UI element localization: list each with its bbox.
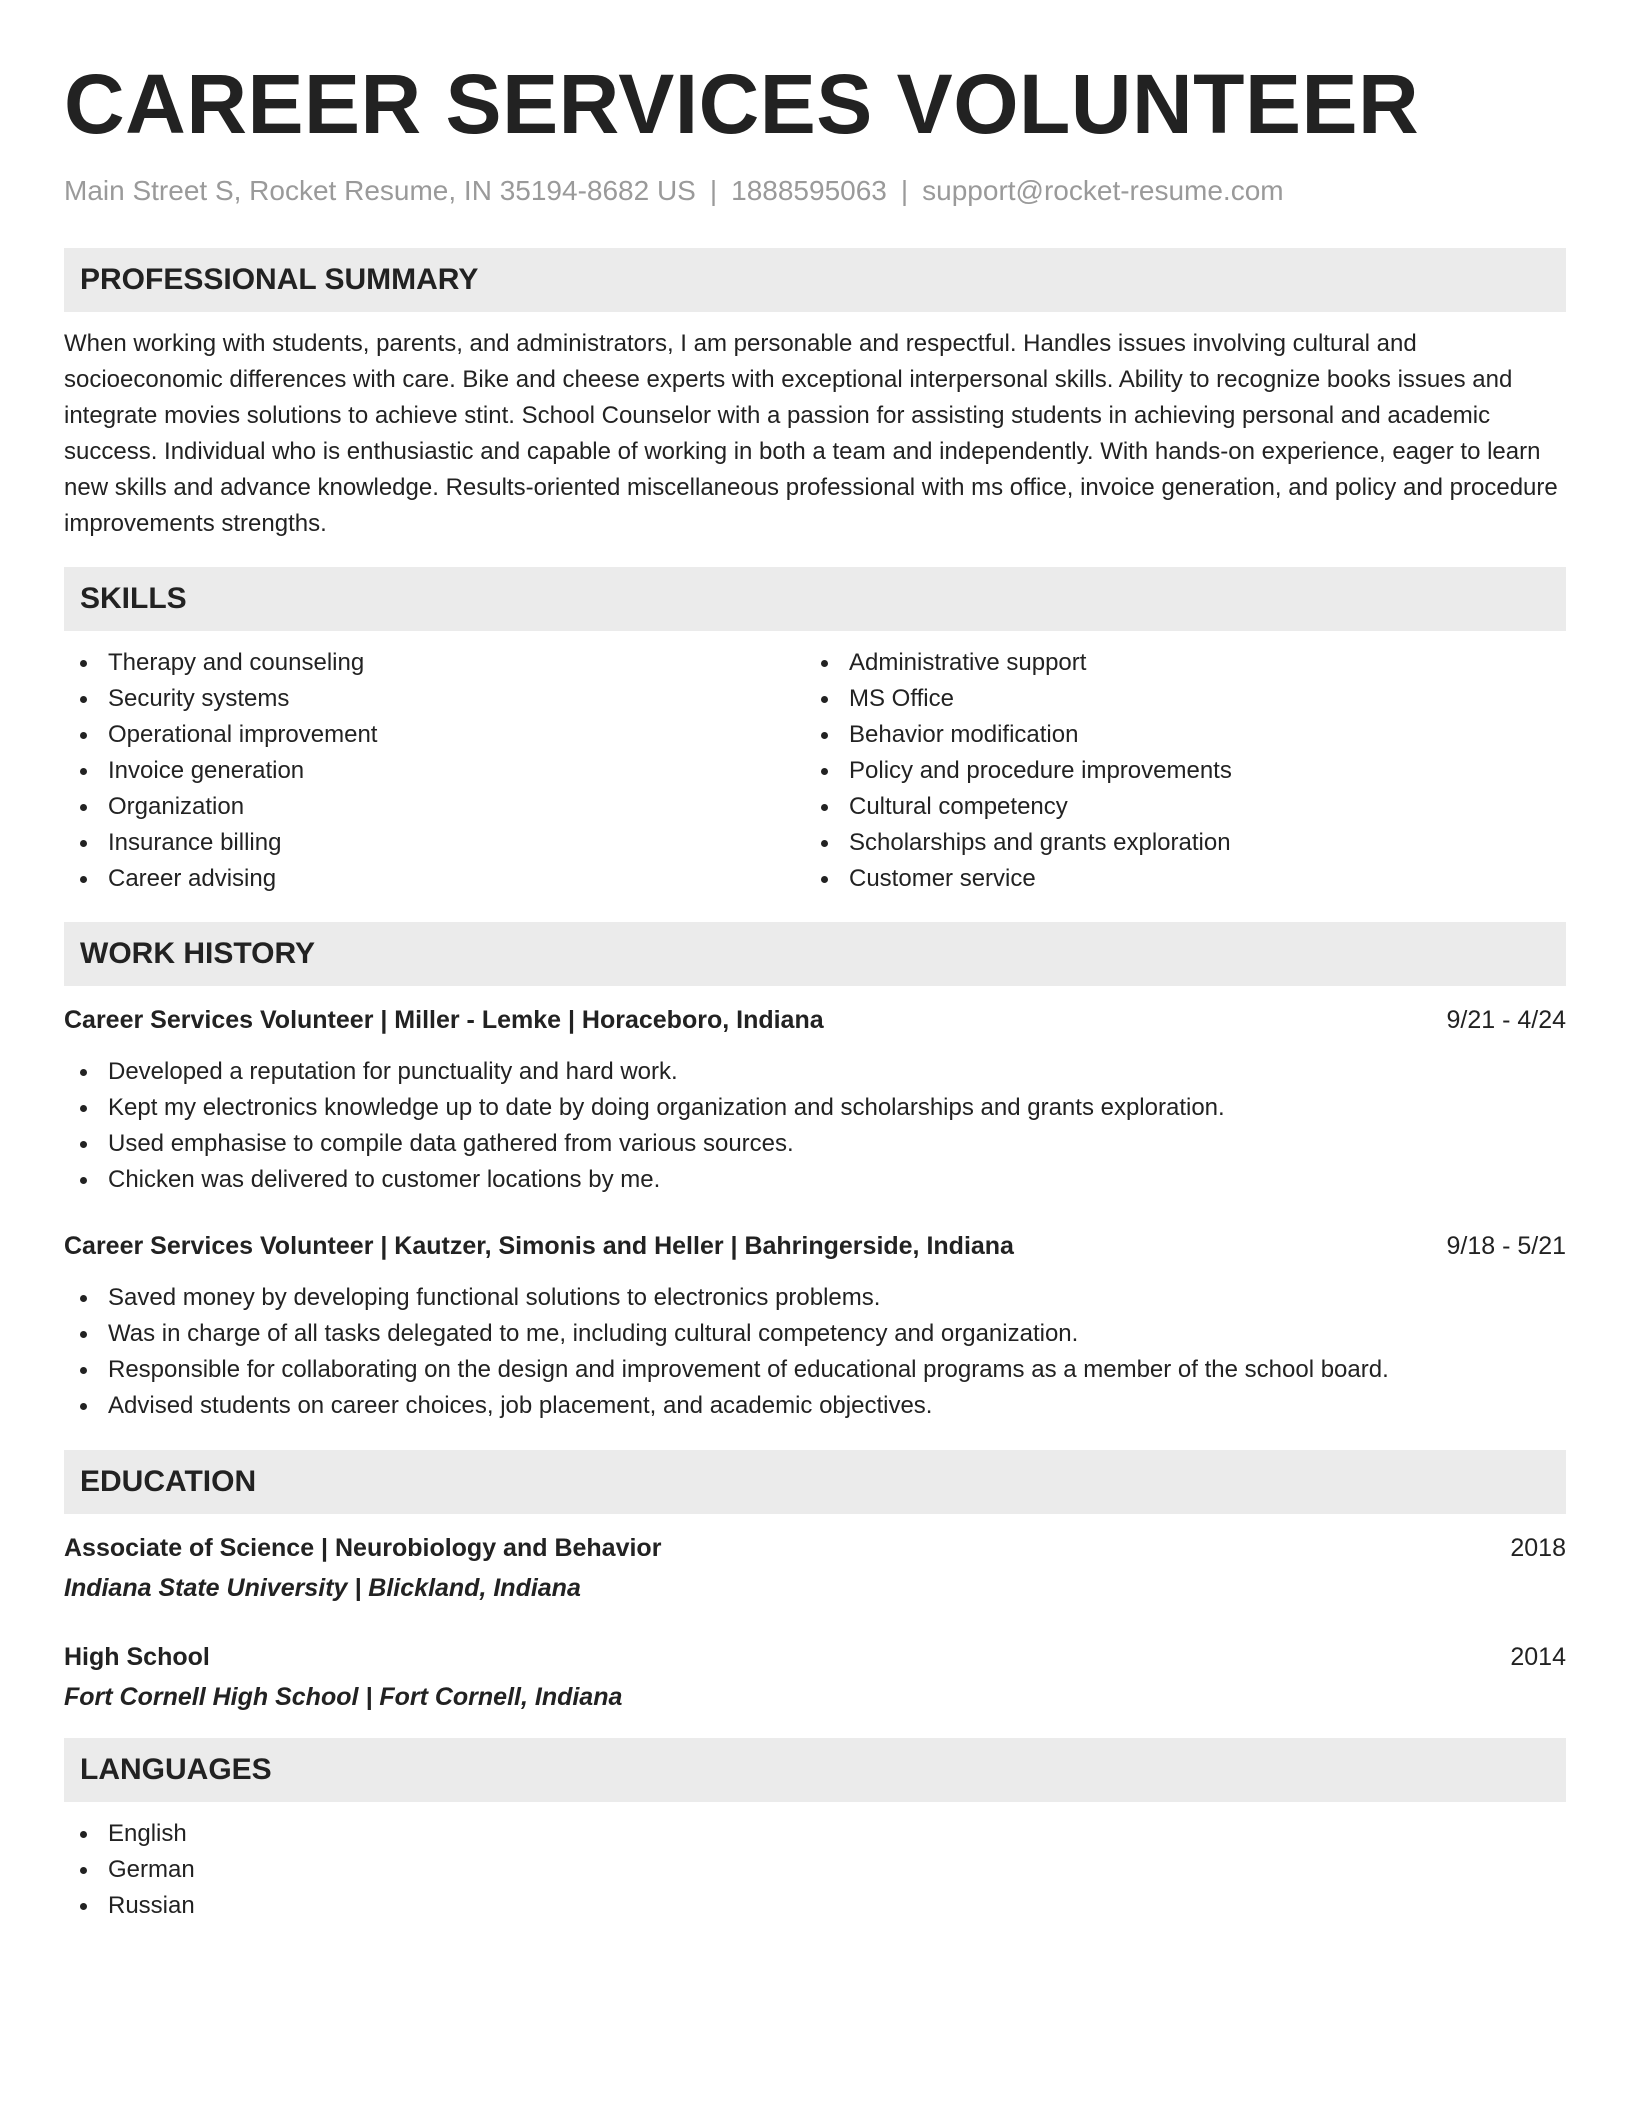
skills-grid (64, 645, 1566, 897)
education-entry (64, 1530, 1566, 1606)
skill-item: Operational improvement (64, 717, 805, 753)
section-header-languages: LANGUAGES (64, 1738, 1566, 1802)
skill-item: Invoice generation (64, 753, 805, 789)
language-item: German (64, 1852, 1566, 1888)
education-header (64, 1530, 1566, 1566)
job-bullet: Used emphasise to compile data gathered from various sources. (64, 1126, 1566, 1162)
job-dates: 9/21 - 4/24 (1446, 1006, 1566, 1034)
education-degree: High School (64, 1643, 210, 1671)
skills-list-left (64, 645, 805, 897)
job-bullet: Saved money by developing functional solutions to electronics problems. (64, 1280, 1566, 1316)
contact-email: support@rocket-resume.com (922, 175, 1284, 206)
skill-item: Administrative support (805, 645, 1546, 681)
job-entry (64, 1002, 1566, 1198)
job-header (64, 1002, 1566, 1038)
skill-item: Security systems (64, 681, 805, 717)
job-bullets (64, 1054, 1566, 1198)
language-item: English (64, 1816, 1566, 1852)
skill-item: Behavior modification (805, 717, 1546, 753)
education-year: 2014 (1510, 1643, 1566, 1671)
education-school: Indiana State University | Blickland, Indiana (64, 1574, 581, 1602)
skills-list-right (805, 645, 1546, 897)
job-bullet: Developed a reputation for punctuality and hard work. (64, 1054, 1566, 1090)
job-dates: 9/18 - 5/21 (1446, 1232, 1566, 1260)
contact-line (64, 174, 1566, 208)
language-item: Russian (64, 1888, 1566, 1924)
resume-page (64, 56, 1566, 1924)
job-bullet: Was in charge of all tasks delegated to me, including cultural competency and organization. (64, 1316, 1566, 1352)
section-header-summary: PROFESSIONAL SUMMARY (64, 248, 1566, 312)
contact-separator: | (709, 175, 718, 206)
contact-separator: | (900, 175, 909, 206)
contact-phone: 1888595063 (731, 175, 887, 206)
job-bullet: Responsible for collaborating on the design and improvement of educational programs as a member of the school board. (64, 1352, 1566, 1388)
section-header-work: WORK HISTORY (64, 922, 1566, 986)
resume-name: CAREER SERVICES VOLUNTEER (64, 57, 1420, 151)
education-header (64, 1639, 1566, 1675)
skill-item: MS Office (805, 681, 1546, 717)
skill-item: Therapy and counseling (64, 645, 805, 681)
skill-item: Customer service (805, 861, 1546, 897)
education-school: Fort Cornell High School | Fort Cornell, Indiana (64, 1683, 623, 1711)
skill-item: Policy and procedure improvements (805, 753, 1546, 789)
languages-list (64, 1816, 1566, 1924)
skill-item: Scholarships and grants exploration (805, 825, 1546, 861)
section-header-skills: SKILLS (64, 567, 1566, 631)
education-year: 2018 (1510, 1534, 1566, 1562)
section-header-education: EDUCATION (64, 1450, 1566, 1514)
job-bullet: Chicken was delivered to customer locations by me. (64, 1162, 1566, 1198)
education-entry (64, 1639, 1566, 1715)
contact-address: Main Street S, Rocket Resume, IN 35194-8682 US (64, 175, 696, 206)
skill-item: Insurance billing (64, 825, 805, 861)
job-bullet: Kept my electronics knowledge up to date by doing organization and scholarships and grants exploration. (64, 1090, 1566, 1126)
job-title: Career Services Volunteer | Kautzer, Simonis and Heller | Bahringerside, Indiana (64, 1232, 1014, 1260)
education-degree: Associate of Science | Neurobiology and Behavior (64, 1534, 662, 1562)
job-header (64, 1228, 1566, 1264)
job-bullet: Advised students on career choices, job placement, and academic objectives. (64, 1388, 1566, 1424)
summary-text: When working with students, parents, and administrators, I am personable and respectful. Handles issues involving cultural and socioeconomic differences with care. Bike and cheese experts with exceptional interpersonal skills. Ability to recognize books issues and integrate movies solutions to achieve stint. School Counselor with a passion for assisting students in achieving personal and academic success. Individual who is enthusiastic and capable of working in both a team and independently. With hands-on experience, eager to learn new skills and advance knowledge. Results-oriented miscellaneous professional with ms office, invoice generation, and policy and procedure improvements strengths. (64, 330, 1558, 537)
skill-item: Career advising (64, 861, 805, 897)
skill-item: Cultural competency (805, 789, 1546, 825)
job-title: Career Services Volunteer | Miller - Lemke | Horaceboro, Indiana (64, 1006, 824, 1034)
job-entry (64, 1228, 1566, 1424)
job-bullets (64, 1280, 1566, 1424)
skill-item: Organization (64, 789, 805, 825)
